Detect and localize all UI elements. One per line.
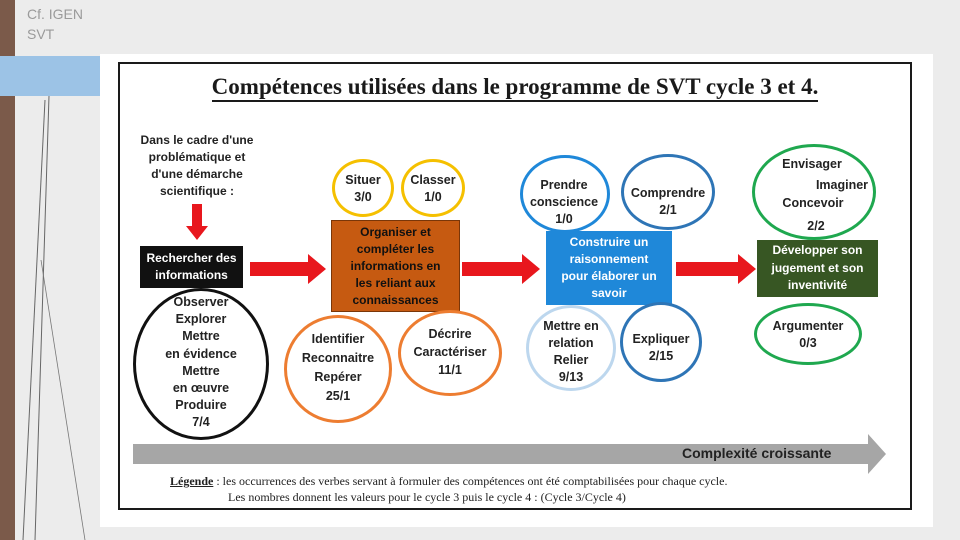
arrow-2 bbox=[462, 254, 540, 284]
box-construire: Construire un raisonnement pour élaborer un savoir bbox=[546, 231, 672, 305]
text-imaginer: Imaginer bbox=[815, 178, 869, 192]
box-organiser: Organiser et compléter les informations en les reliant aux connaissances bbox=[331, 220, 460, 312]
down-arrow bbox=[186, 204, 208, 240]
legend-line-2: Les nombres donnent les valeurs pour le cycle 3 puis le cycle 4 : (Cycle 3/Cycle 4) bbox=[228, 490, 626, 504]
text-classer: Classer 1/0 bbox=[410, 173, 456, 204]
box-rechercher: Rechercher des informations bbox=[140, 246, 243, 288]
text-observer: Observer Explorer Mettre en évidence Mettre en œuvre Produire 7/4 bbox=[165, 295, 237, 430]
legend-line-1 bbox=[170, 473, 727, 489]
text-situer: Situer 3/0 bbox=[345, 173, 381, 204]
text-comprendre: Comprendre 2/1 bbox=[630, 186, 706, 217]
source-line-1: Cf. IGEN bbox=[27, 6, 84, 22]
text-expliquer: Expliquer 2/15 bbox=[632, 332, 690, 363]
text-concevoir: Concevoir bbox=[782, 196, 844, 210]
context-text: Dans le cadre d'une problématique et d'une démarche scientifique : bbox=[140, 133, 254, 198]
source-line-2: SVT bbox=[27, 26, 55, 42]
diagram-title: Compétences utilisées dans le programme de SVT cycle 3 et 4. bbox=[118, 74, 912, 100]
arrow-1 bbox=[250, 254, 326, 284]
text-argumenter: Argumenter 0/3 bbox=[772, 319, 844, 350]
text-count-2-2: 2/2 bbox=[807, 219, 825, 233]
text-decrire: Décrire Caractériser 11/1 bbox=[413, 327, 487, 377]
box-developper: Développer son jugement et son inventivité bbox=[757, 240, 878, 297]
text-mettre: Mettre en relation Relier 9/13 bbox=[543, 319, 599, 384]
text-identifier: Identifier Reconnaitre Repérer 25/1 bbox=[301, 332, 375, 403]
legend-label: Légende bbox=[170, 474, 214, 488]
legend-text-1: : les occurrences des verbes servant à formuler des compétences ont été comptabilisées pour chaque cycle. bbox=[213, 474, 728, 488]
legend bbox=[170, 473, 727, 505]
text-envisager: Envisager bbox=[782, 157, 842, 171]
text-prendre: Prendre conscience 1/0 bbox=[529, 178, 599, 226]
arrow-3 bbox=[676, 254, 756, 284]
complexity-label: Complexité croissante bbox=[682, 445, 832, 461]
